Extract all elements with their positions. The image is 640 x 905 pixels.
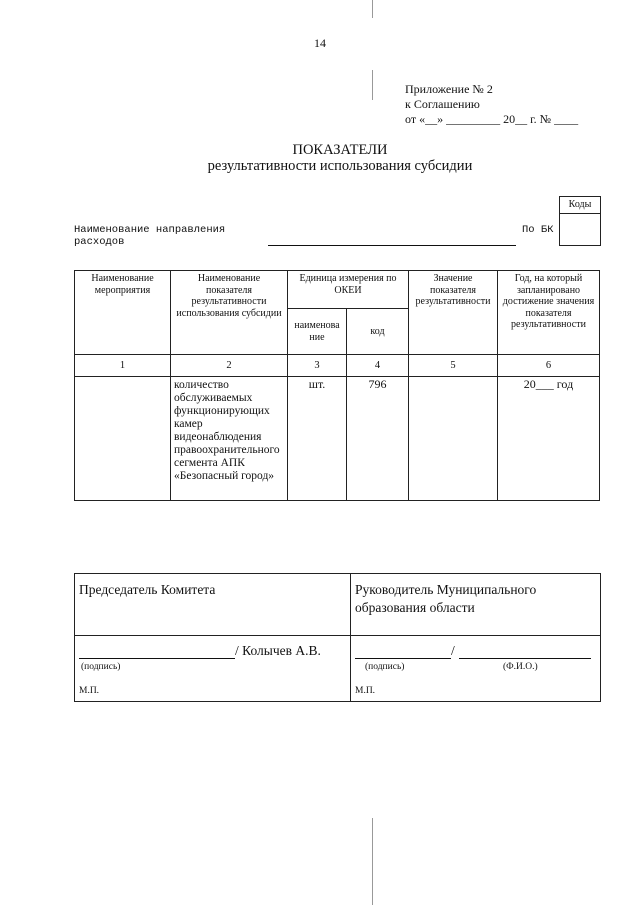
header-unit: Единица измерения по ОКЕИ xyxy=(288,271,409,309)
col-number: 1 xyxy=(75,355,171,377)
cell-unit-code: 796 xyxy=(347,377,409,501)
margin-mark-upper xyxy=(372,70,373,100)
left-signature-line xyxy=(79,658,235,659)
col-number: 6 xyxy=(498,355,600,377)
signatures-table xyxy=(74,573,601,702)
column-number-row xyxy=(75,355,600,377)
direction-label-line-1: Наименование направления xyxy=(74,224,226,236)
page-number: 14 xyxy=(314,36,326,50)
right-signature-line xyxy=(355,658,451,659)
appendix-block xyxy=(405,82,578,127)
left-party-cell xyxy=(75,574,351,636)
left-stamp-label: М.П. xyxy=(79,686,100,696)
right-fio-caption: (Ф.И.О.) xyxy=(503,662,538,672)
signatures-title-row xyxy=(75,574,601,636)
header-unit-code: код xyxy=(347,309,409,355)
cell-event xyxy=(75,377,171,501)
header-unit-name-line-2: ние xyxy=(309,331,325,343)
codes-box xyxy=(559,196,601,246)
page-title: ПОКАЗАТЕЛИ xyxy=(292,142,388,158)
codes-header: Коды xyxy=(560,197,600,214)
header-value: Значение показателя результативности xyxy=(409,271,498,355)
right-slash: / xyxy=(451,643,455,658)
signatures-sign-row xyxy=(75,636,601,702)
left-signer-name: / Колычев А.В. xyxy=(235,643,321,658)
right-party-title-line-2: образования области xyxy=(355,600,475,615)
header-indicator: Наименование показателя результативности использования субсидии xyxy=(171,271,288,355)
left-sign-cell xyxy=(75,636,351,702)
page-subtitle: результативности использования субсидии xyxy=(207,158,473,174)
header-unit-name xyxy=(288,309,347,355)
appendix-line-2: к Соглашению xyxy=(405,97,480,111)
cell-year: 20___ год xyxy=(498,377,600,501)
cell-unit-name: шт. xyxy=(288,377,347,501)
right-stamp-label: М.П. xyxy=(355,686,376,696)
col-number: 3 xyxy=(288,355,347,377)
header-unit-name-line-1: наименова xyxy=(294,320,340,331)
header-event: Наименование мероприятия xyxy=(75,271,171,355)
header-year: Год, на который запланировано достижение значения показателя результативности xyxy=(498,271,600,355)
col-number: 5 xyxy=(409,355,498,377)
left-party-title: Председатель Комитета xyxy=(79,582,216,597)
right-party-title-line-1: Руководитель Муниципального xyxy=(355,582,537,597)
cell-value xyxy=(409,377,498,501)
table-row xyxy=(75,377,600,501)
appendix-line-1: Приложение № 2 xyxy=(405,82,493,96)
right-party-cell xyxy=(351,574,601,636)
direction-label xyxy=(74,224,225,248)
right-sign-cell xyxy=(351,636,601,702)
direction-underline xyxy=(268,245,516,246)
right-signature-caption: (подпись) xyxy=(365,662,405,672)
col-number: 4 xyxy=(347,355,409,377)
table-header-row xyxy=(75,271,600,309)
indicators-table xyxy=(74,270,600,501)
direction-label-line-2: расходов xyxy=(74,236,125,248)
right-party-title xyxy=(351,574,600,617)
margin-mark-top xyxy=(372,0,373,18)
po-bk-label: По БК xyxy=(522,224,554,236)
margin-mark-lower xyxy=(372,818,373,905)
appendix-line-3: от «__» _________ 20__ г. № ____ xyxy=(405,112,579,126)
right-name-line xyxy=(459,658,591,659)
col-number: 2 xyxy=(171,355,288,377)
left-signature-caption: (подпись) xyxy=(81,662,121,672)
cell-indicator: количество обслуживаемых функционирующих камер видеонаблюдения правоохранительного сегмента АПК «Безопасный город» xyxy=(171,377,288,501)
